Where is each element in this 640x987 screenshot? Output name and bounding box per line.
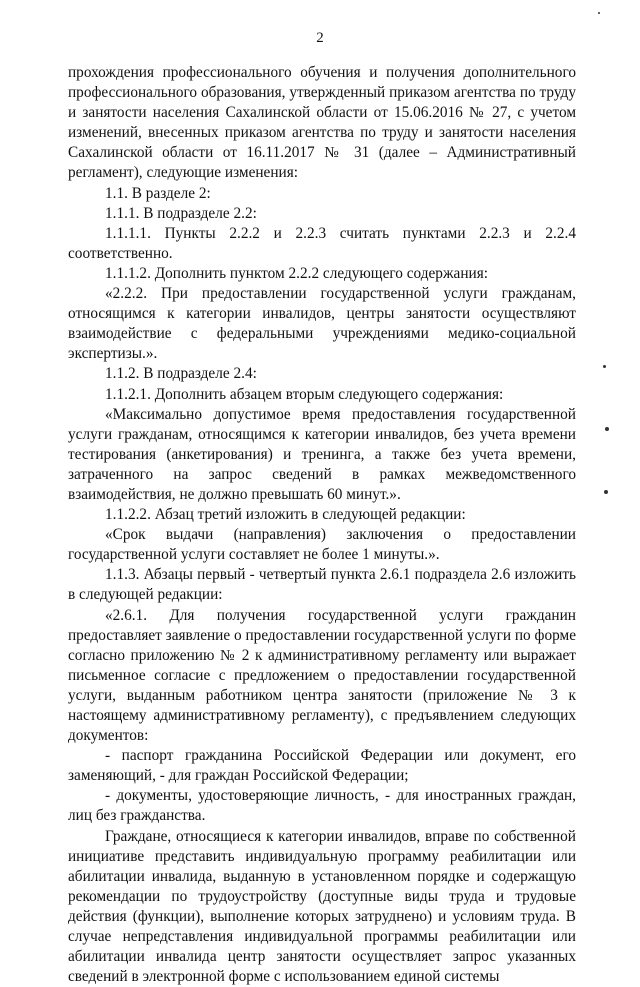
paragraph-quote-max-time: «Максимально допустимое время предоставления государственной услуги гражданам, относящимся к категории инвалидов, без учета времени тестирования (анкетирования) и тренинга, а также без учета времени, затраченного на запрос сведений в рамках межведомственного взаимодействия, не должно превышать 60 минут.». [68,405,576,503]
paragraph-quote-term: «Срок выдачи (направления) заключения о предоставлении государственной услуги составляет не более 1 минуты.». [68,526,576,564]
paragraph-disabled-citizens: Граждане, относящиеся к категории инвалидов, вправе по собственной инициативе представить индивидуальную программу реабилитации или абилитации инвалида, выданную в установленном порядке и содержащую рекомендации по трудоустройству (доступные виды труда и трудовые действия (функции), выполнение которых затруднено) и условиям труда. В случае непредставления индивидуальной программы реабилитации или абилитации инвалида центр занятости осуществляет запрос указанных сведений в электронной форме с использованием единой системы [68,827,576,986]
page-number: 2 [316,30,324,46]
paragraph-1-1-2-1: 1.1.2.1. Дополнить абзацем вторым следующего содержания: [105,385,504,403]
scan-speck [603,365,606,368]
paragraph-1-1-3: 1.1.3. Абзацы первый - четвертый пункта 2.6.1 подраздела 2.6 изложить в следующей редакции: [68,566,576,604]
paragraph-1-1-2: 1.1.2. В подразделе 2.4: [105,365,257,383]
paragraph-1-1-1-1: 1.1.1.1. Пункты 2.2.2 и 2.2.3 считать пунктами 2.2.3 и 2.2.4 соответственно. [68,224,576,262]
document-body [68,63,576,987]
paragraph-quote-2-6-1: «2.6.1. Для получения государственной услуги гражданин предоставляет заявление о предоставлении государственной услуги по форме согласно приложению № 2 к административному регламенту или выражает письменное согласие с предложением о предоставлении государственной услуги, выданным работником центра занятости (приложение № 3 к настоящему административному регламенту), с предъявлением следующих документов: [68,606,576,745]
paragraph-1-1-1: 1.1.1. В подразделе 2.2: [105,204,257,222]
paragraph-intro: прохождения профессионального обучения и получения дополнительного профессионального образования, утвержденный приказом агентства по труду и занятости населения Сахалинской области от 15.06.2016 № 27, с учетом изменений, внесенных приказом агентства по труду и занятости населения Сахалинской области от 16.11.2017 № 31 (далее – Административный регламент), следующие изменения: [68,64,576,182]
list-item-passport: - паспорт гражданина Российской Федерации или документ, его заменяющий, - для граждан Российской Федерации; [68,747,576,785]
paragraph-1-1-1-2: 1.1.1.2. Дополнить пунктом 2.2.2 следующего содержания: [105,264,488,282]
scan-speck [604,490,608,494]
list-item-identity-documents: - документы, удостоверяющие личность, - для иностранных граждан, лиц без гражданства. [68,787,576,825]
paragraph-section-1-1: 1.1. В разделе 2: [105,184,211,202]
paragraph-quote-2-2-2: «2.2.2. При предоставлении государственной услуги гражданам, относящимся к категории инвалидов, центры занятости осуществляют взаимодействие с федеральными учреждениями медико-социальной экспертизы.». [68,285,576,363]
paragraph-1-1-2-2: 1.1.2.2. Абзац третий изложить в следующей редакции: [105,506,466,524]
scan-speck [605,427,609,431]
scan-speck [598,12,600,14]
